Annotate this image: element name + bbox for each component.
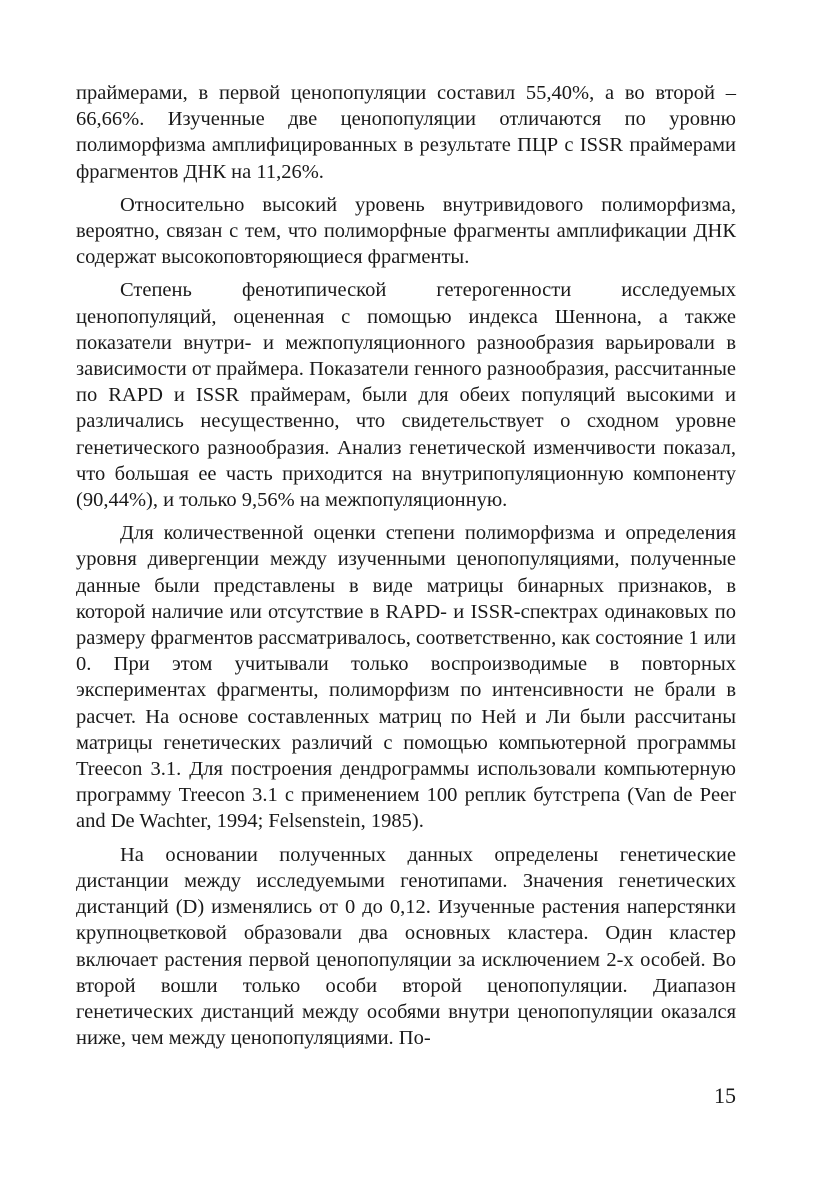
page-number: 15 [714, 1083, 736, 1108]
page-body [76, 80, 736, 1058]
paragraph-1: праймерами, в первой ценопопуляции составил 55,40%, а во второй – 66,66%. Изученные две ценопопуляции отличаются по уровню полиморфизма амплифицированных в результате ПЦР с ISSR праймерами фрагментов ДНК на 11,26%. [76, 82, 736, 183]
paragraph-2: Относительно высокий уровень внутривидового полиморфизма, вероятно, связан с тем, что полиморфные фрагменты амплификации ДНК содержат высокоповторяющиеся фрагменты. [76, 193, 736, 269]
paragraph-3: Степень фенотипической гетерогенности исследуемых ценопопуляций, оцененная с помощью индекса Шеннона, а также показатели внутри- и межпопуляционного разнообразия варьировали в зависимости от праймера. Показатели генного разнообразия, рассчитанные по RAPD и ISSR праймерам, были для обеих популяций высокими и различались несущественно, что свидетельствует о сходном уровне генетического разнообразия. Анализ генетической изменчивости показал, что большая ее часть приходится на внутрипопуляционную компоненту (90,44%), и только 9,56% на межпопуляционную. [76, 279, 736, 512]
paragraph-5: На основании полученных данных определены генетические дистанции между исследуемыми генотипами. Значения генетических дистанций (D) изменялись от 0 до 0,12. Изученные растения наперстянки крупноцветковой образовали два основных кластера. Один кластер включает растения первой ценопопуляции за исключением 2-х особей. Во второй вошли только особи второй ценопопуляции. Диапазон генетических дистанций между особями внутри ценопопуляции оказался ниже, чем между ценопопуляциями. По- [76, 843, 736, 1050]
paragraph-4: Для количественной оценки степени полиморфизма и определения уровня дивергенции между изученными ценопопуляциями, полученные данные были представлены в виде матрицы бинарных признаков, в которой наличие или отсутствие в RAPD- и ISSR-спектрах одинаковых по размеру фрагментов рассматривалось, соответственно, как состояние 1 или 0. При этом учитывали только воспроизводимые в повторных экспериментах фрагменты, полиморфизм по интенсивности не брали в расчет. На основе составленных матриц по Ней и Ли были рассчитаны матрицы генетических различий с помощью компьютерной программы Treecon 3.1. Для построения дендрограммы использовали компьютерную программу Treecon 3.1 с применением 100 реплик бутстрепа (Van de Peer and De Wachter, 1994; Felsenstein, 1985). [76, 522, 736, 833]
